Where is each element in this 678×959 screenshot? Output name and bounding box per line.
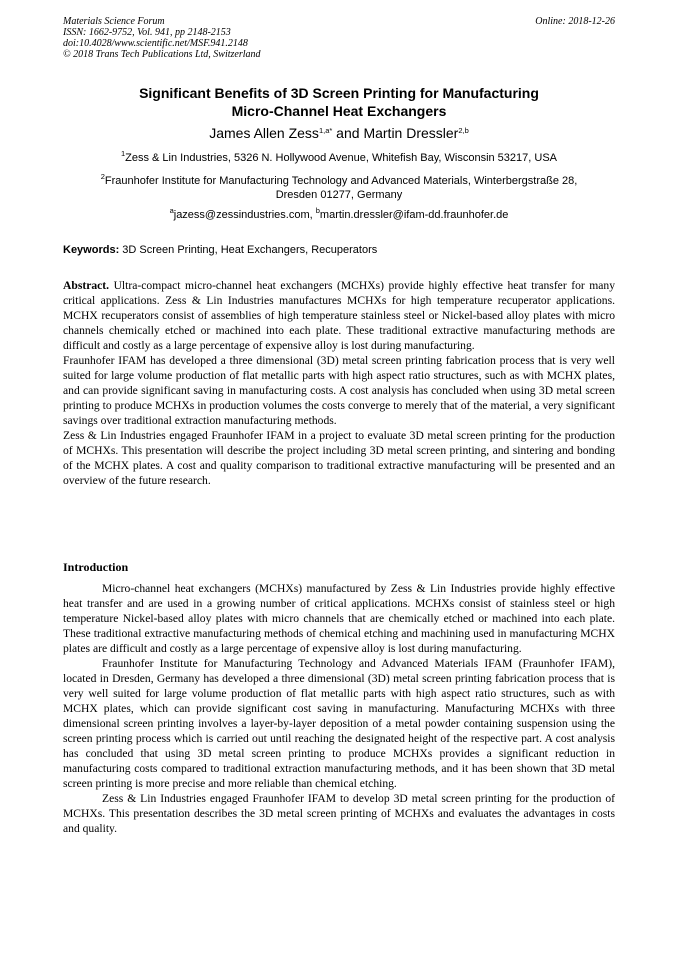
- journal-issn: ISSN: 1662-9752, Vol. 941, pp 2148-2153: [63, 27, 231, 38]
- journal-copyright: © 2018 Trans Tech Publications Ltd, Switzerland: [63, 49, 261, 60]
- author-list: [63, 124, 615, 142]
- keywords: [63, 243, 615, 257]
- affiliation-text: Fraunhofer Institute for Manufacturing Technology and Advanced Materials, Winterbergstraße 28,: [104, 175, 578, 187]
- intro-paragraph: Zess & Lin Industries engaged Fraunhofer IFAM to develop 3D metal screen printing for the production of MCHXs. This presentation describes the 3D metal screen printing of MCHXs and evaluates the advantages in costs and quality.: [63, 792, 615, 835]
- abstract-text: Ultra-compact micro-channel heat exchangers (MCHXs) provide highly effective heat transfer for many critical applications. Zess & Lin Industries manufactures MCHXs for high temperature recuperator applications. MCHX recuperators consist of assemblies of high temperature stainless steel or Nickel-based alloy plates with micro channels chemically etched or machined into each plate. These traditional extractive manufacturing methods are difficult and costly as a large percentage of expensive alloy is lost during manufacturing.: [63, 279, 615, 352]
- author-conjunction: and: [332, 125, 364, 141]
- abstract-label: Abstract.: [63, 279, 110, 292]
- journal-header: [63, 16, 615, 60]
- email-link[interactable]: martin.dressler@ifam-dd.fraunhofer.de: [319, 209, 509, 221]
- author-name: Martin Dressler: [363, 125, 459, 141]
- author-superscript: 2,b: [458, 126, 469, 135]
- affiliation-text: Dresden 01277, Germany: [275, 189, 403, 201]
- online-date: Online: 2018-12-26: [535, 16, 615, 27]
- abstract-section: [63, 278, 615, 488]
- journal-doi: doi:10.4028/www.scientific.net/MSF.941.2148: [63, 38, 248, 49]
- abstract-paragraph: Fraunhofer IFAM has developed a three dimensional (3D) metal screen printing fabrication process that is very well suited for large volume production of flat metallic parts with high aspect ratio structures, such as with MCHX plates, and can provide significant saving in manufacturing costs. A cost analysis has concluded when using 3D metal screen printing to produce MCHXs in production volumes the costs converge to merely that of the material, a very significant savings over traditional extraction manufacturing methods.: [63, 354, 615, 427]
- section-heading: Introduction: [63, 560, 129, 574]
- intro-paragraph: Micro-channel heat exchangers (MCHXs) manufactured by Zess & Lin Industries provide highly effective heat transfer and are used in a growing number of critical applications. MCHXs consist of stainless steel or high temperature Nickel-based alloy plates with micro channels that are chemically etched or machined into each plate. These traditional extractive manufacturing methods of chemical etching and machining used in manufacturing MCHX plates are difficult and costly as a large percentage of expensive alloy is lost during manufacturing.: [63, 582, 615, 655]
- affiliation-superscript: 2: [100, 172, 105, 181]
- author-superscript: 1,a*: [318, 126, 333, 135]
- introduction-section: [63, 581, 615, 836]
- author-name: James Allen Zess: [209, 125, 319, 141]
- keywords-text: 3D Screen Printing, Heat Exchangers, Recuperators: [119, 244, 378, 256]
- affiliation-2: [63, 174, 615, 202]
- email-superscript: b: [315, 206, 320, 215]
- email-link[interactable]: jazess@zessindustries.com,: [173, 209, 316, 221]
- intro-paragraph: Fraunhofer Institute for Manufacturing Technology and Advanced Materials IFAM (Fraunhofer IFAM), located in Dresden, Germany has developed a three dimensional (3D) metal screen printing fabrication process that is very well suited for large volume production of flat metallic parts with high aspect ratio structures, such as with MCHX plates, which can provide significant cost saving in manufacturing. Manufacturing MCHXs with three dimensional screen printing involves a layer-by-layer deposition of a metal powder containing suspension using the screen printing process which is carried out until reaching the designated height of the respective part. A cost analysis has concluded that using 3D metal screen printing to produce MCHXs provides a significant reduction in manufacturing costs compared to traditional extraction manufacturing methods, and it has been shown that 3D metal screen printing is more precise and more reliable than chemical etching.: [63, 657, 615, 790]
- title-line-2: Micro-Channel Heat Exchangers: [231, 103, 447, 119]
- email-superscript: a: [169, 206, 174, 215]
- affiliation-text: Zess & Lin Industries, 5326 N. Hollywood Avenue, Whitefish Bay, Wisconsin 53217, USA: [125, 152, 558, 164]
- paper-title: [63, 84, 615, 120]
- affiliation-superscript: 1: [120, 149, 126, 158]
- affiliation-1: [63, 151, 615, 165]
- journal-name: Materials Science Forum: [63, 16, 165, 27]
- author-emails: [63, 208, 615, 222]
- abstract-paragraph: [63, 278, 615, 353]
- title-line-1: Significant Benefits of 3D Screen Printing for Manufacturing: [139, 85, 539, 101]
- abstract-paragraph: Zess & Lin Industries engaged Fraunhofer IFAM in a project to evaluate 3D metal screen printing for the production of MCHXs. This presentation will describe the project including 3D metal screen printing, and sintering and bonding of the MCHX plates. A cost and quality comparison to traditional extractive manufacturing will be presented and an overview of the future research.: [63, 429, 615, 487]
- keywords-label: Keywords:: [63, 244, 120, 256]
